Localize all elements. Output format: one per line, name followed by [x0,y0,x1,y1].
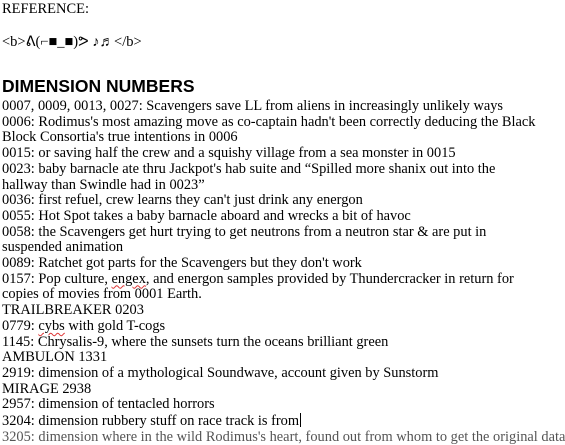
entry-11: 1145: Chrysalis-9, where the sunsets turn the oceans brilliant green [2,333,389,350]
document-page[interactable] [2,1,565,445]
entry-6: 0058: the Scavengers get hurt trying to get neutrons from a neutron star & are put in suspended animation [2,223,487,256]
entry-0: 0007, 0009, 0013, 0027: Scavengers save LL from aliens in increasingly unlikely ways [2,98,504,114]
text-cursor [300,413,301,427]
entry-16[interactable] [2,413,540,430]
entry-15: 2957: dimension of tentacled horrors [2,396,215,413]
entry-5: 0055: Hot Spot takes a baby barnacle aboard and wrecks a bit of havoc [2,207,411,224]
entry-13: 2919: dimension of a mythological Soundwave, account given by Sunstorm [2,364,439,381]
dimension-numbers-heading: DIMENSION NUMBERS [2,76,195,96]
spellcheck-word: engex [111,270,146,287]
entry-2: 0015: or saving half the crew and a squishy village from a sea monster in 0015 [2,145,456,162]
entry-10 [2,319,540,335]
entry-10-text: 0779: cybs with gold T-cogs [2,317,166,334]
spellcheck-word: cybs [38,317,65,334]
reference-line: <b>ᕕ(⌐■_■)ᕗ ♪♬</b> [2,34,142,50]
entry-3: 0023: baby barnacle ate thru Jackpot's hab suite and “Spilled more shanix out into the hallway than Swindle had in 0023” [2,160,496,193]
entry-8: 0157: Pop culture, engex, and energon samples provided by Thundercracker in return for copies of movies from 0001 Earth. [2,270,514,303]
entry-16-text: 3204: dimension rubbery stuff on race track is from [2,413,300,430]
entry-4: 0036: first refuel, crew learns they can't just drink any energon [2,192,363,209]
entry-7: 0089: Ratchet got parts for the Scavengers but they don't work [2,255,362,272]
entry-14: MIRAGE 2938 [2,380,92,397]
entry-1: 0006: Rodimus's most amazing move as co-captain hadn't been correctly deducing the Black Block Consortia's true intentions in 0006 [2,113,536,146]
reference-label: REFERENCE: [2,1,90,17]
entry-12: AMBULON 1331 [2,349,108,366]
entry-9: TRAILBREAKER 0203 [2,302,144,319]
cutoff-line: 3205: dimension where in the wild Rodimus's heart, found out from whom to get the original data [2,428,565,445]
